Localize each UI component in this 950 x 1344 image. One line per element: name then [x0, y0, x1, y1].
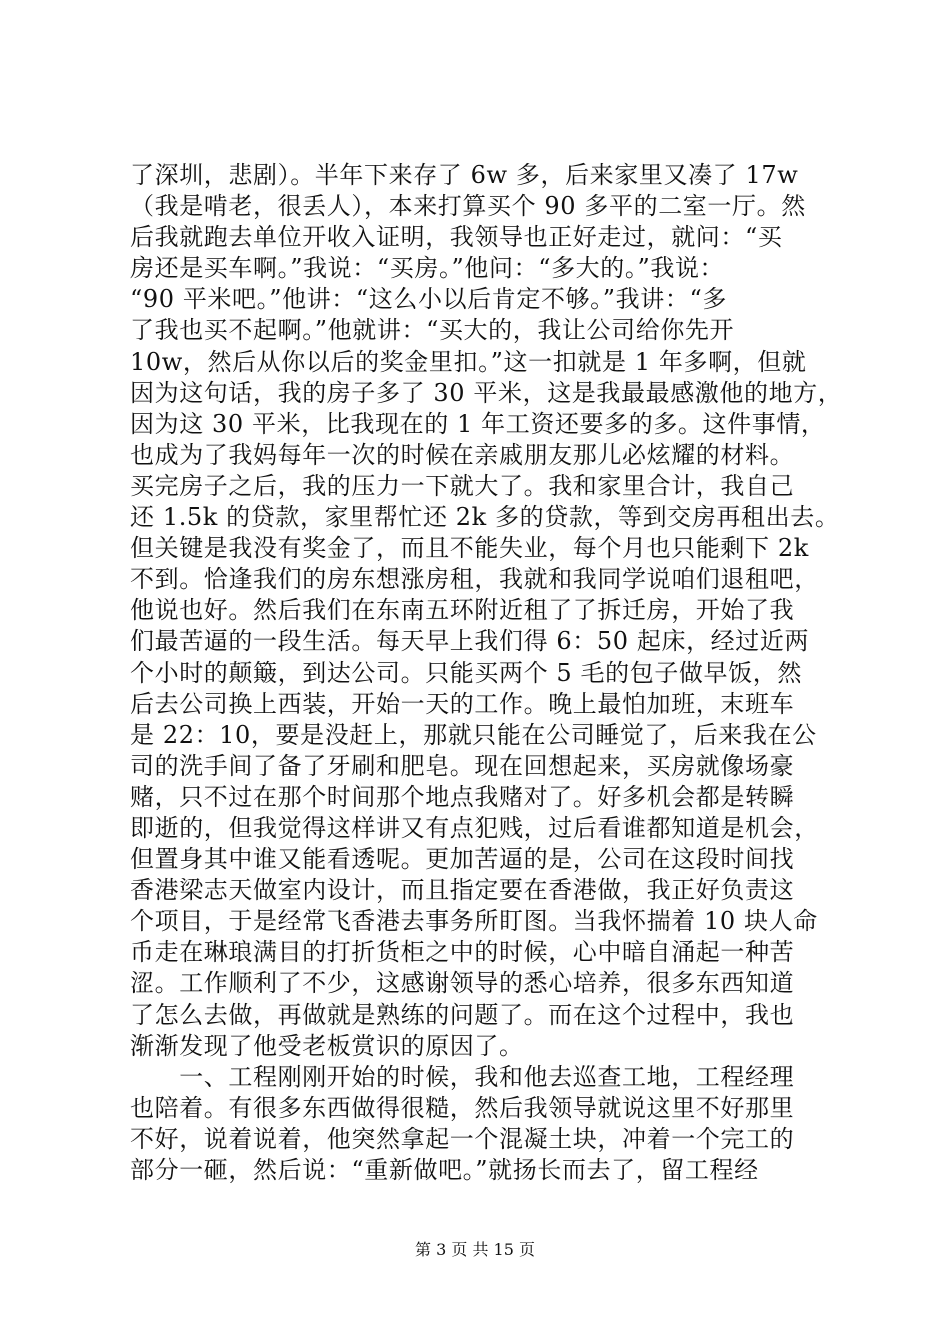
text-line: 了深圳，悲剧）。半年下来存了 6w 多，后来家里又凑了 17w — [130, 161, 799, 189]
text-line: 部分一砸，然后说：“重新做吧。”就扬长而去了，留工程经 — [130, 1156, 759, 1184]
text-line: 币走在琳琅满目的打折货柜之中的时候，心中暗自涌起一种苦 — [130, 938, 795, 967]
text-line: 渐渐发现了他受老板赏识的原因了。 — [130, 1031, 524, 1060]
text-line: 香港梁志天做室内设计，而且指定要在香港做，我正好负责这 — [130, 876, 795, 905]
text-line: 个项目，于是经常飞香港去事务所盯图。当我怀揣着 10 块人命 — [130, 907, 818, 936]
page-number-footer: 第 3 页 共 15 页 — [415, 1240, 535, 1259]
text-line: 们最苦逼的一段生活。每天早上我们得 6：50 起床，经过近两 — [130, 627, 810, 656]
text-line: 个小时的颠簸，到达公司。只能买两个 5 毛的包子做早饭，然 — [130, 658, 802, 687]
text-line: 房还是买车啊。”我说：“买房。”他问：“多大的。”我说： — [130, 254, 725, 283]
text-line: 后我就跑去单位开收入证明，我领导也正好走过，就问：“买 — [130, 223, 783, 252]
text-line: 也陪着。有很多东西做得很糙，然后我领导就说这里不好那里 — [130, 1093, 795, 1122]
text-line: 10w，然后从你以后的奖金里扣。”这一扣就是 1 年多啊，但就 — [130, 347, 807, 376]
text-line: 他说也好。然后我们在东南五环附近租了了拆迁房，开始了我 — [130, 596, 795, 625]
text-line: 赌，只不过在那个时间那个地点我赌对了。好多机会都是转瞬 — [130, 782, 795, 811]
text-line: 但关键是我没有奖金了，而且不能失业，每个月也只能剩下 2k — [130, 534, 809, 563]
text-line: 还 1.5k 的贷款，家里帮忙还 2k 多的贷款，等到交房再租出去。 — [130, 503, 840, 532]
text-line: 不好，说着说着，他突然拿起一个混凝土块，冲着一个完工的 — [130, 1124, 795, 1153]
text-line: 因为这 30 平米，比我现在的 1 年工资还要多的多。这件事情， — [130, 409, 826, 438]
text-line: 涩。工作顺利了不少，这感谢领导的悉心培养，很多东西知道 — [130, 969, 795, 998]
text-line: “90 平米吧。”他讲：“这么小以后肯定不够。”我讲：“多 — [130, 285, 727, 314]
text-line: 因为这句话，我的房子多了 30 平米，这是我最最感激他的地方， — [130, 378, 843, 407]
text-line: 买完房子之后，我的压力一下就大了。我和家里合计，我自己 — [130, 471, 795, 500]
text-line: （我是啃老，很丢人），本来打算买个 90 多平的二室一厅。然 — [130, 192, 806, 221]
text-line: 司的洗手间了备了牙刷和肥皂。现在回想起来，买房就像场豪 — [130, 751, 795, 780]
text-line: 不到。恰逢我们的房东想涨房租，我就和我同学说咱们退租吧， — [130, 565, 819, 594]
text-line: 了我也买不起啊。”他就讲：“买大的，我让公司给你先开 — [130, 316, 735, 345]
text-line: 一、工程刚刚开始的时候，我和他去巡查工地，工程经理 — [130, 1062, 795, 1091]
text-line: 了怎么去做，再做就是熟练的问题了。而在这个过程中，我也 — [130, 1000, 795, 1029]
text-line: 但置身其中谁又能看透呢。更加苦逼的是，公司在这段时间找 — [130, 845, 795, 874]
body-text — [130, 160, 843, 1186]
text-line: 即逝的，但我觉得这样讲又有点犯贱，过后看谁都知道是机会， — [130, 813, 819, 842]
text-line: 也成为了我妈每年一次的时候在亲戚朋友那儿必炫耀的材料。 — [130, 440, 795, 469]
text-line: 后去公司换上西装，开始一天的工作。晚上最怕加班，末班车 — [130, 689, 795, 718]
text-line: 是 22：10，要是没赶上，那就只能在公司睡觉了，后来我在公 — [130, 720, 817, 749]
